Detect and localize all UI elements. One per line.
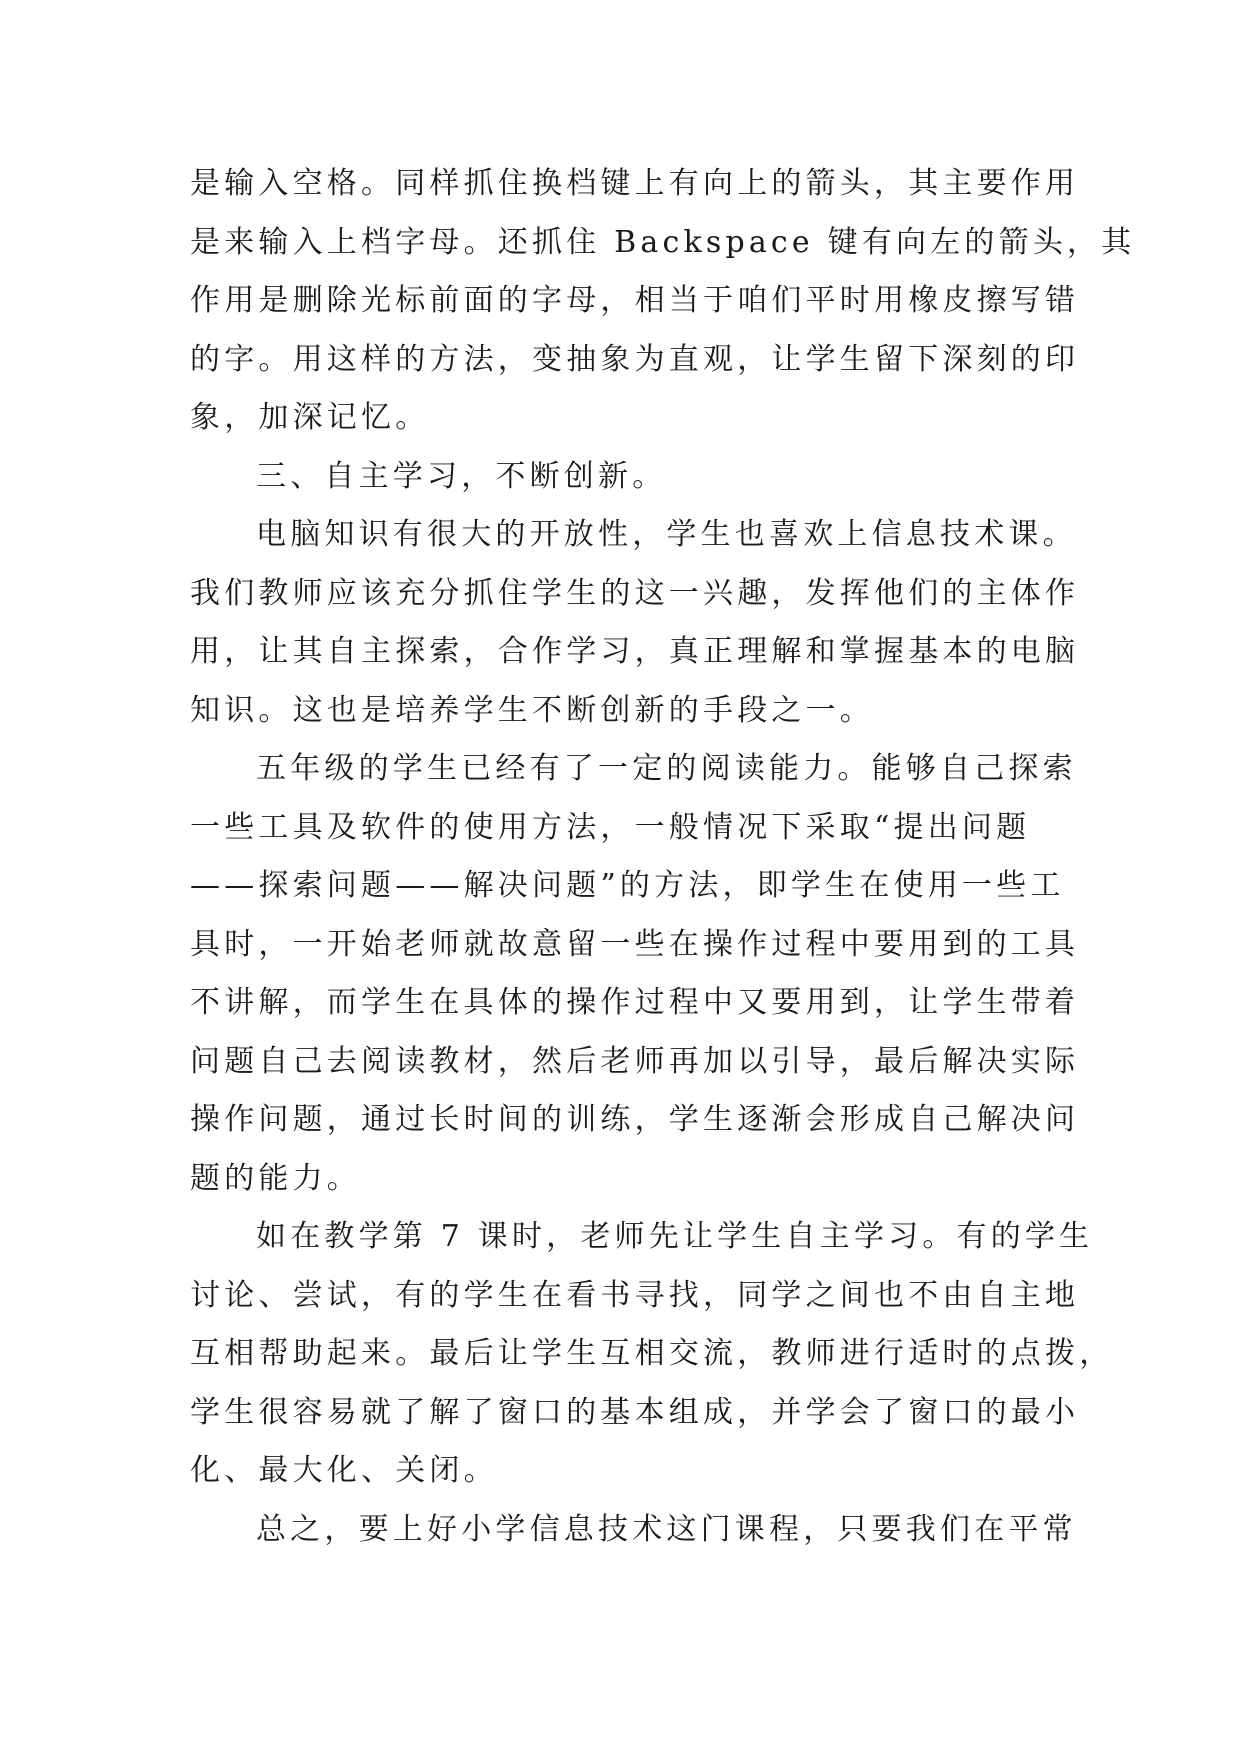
- text-line: 电脑知识有很大的开放性，学生也喜欢上信息技术课。: [256, 517, 1077, 552]
- text-line: 象，加深记忆。: [190, 400, 430, 435]
- text-line: 互相帮助起来。最后让学生互相交流，教师进行适时的点拨，: [190, 1336, 1114, 1371]
- text-line: 化、最大化、关闭。: [190, 1453, 498, 1488]
- text-line: 我们教师应该充分抓住学生的这一兴趣，发挥他们的主体作: [190, 575, 1080, 611]
- text-line: 知识。这也是培养学生不断创新的手段之一。: [190, 692, 874, 728]
- text-line: 问题自己去阅读教材，然后老师再加以引导，最后解决实际: [190, 1043, 1080, 1079]
- text-line: 的字。用这样的方法，变抽象为直观，让学生留下深刻的印: [190, 341, 1080, 377]
- text-line: 具时，一开始老师就故意留一些在操作过程中要用到的工具: [190, 926, 1080, 962]
- text-line: 一些工具及软件的使用方法，一般情况下采取“提出问题: [190, 809, 1031, 845]
- document-body: [190, 155, 1136, 1559]
- section-heading: 三、自主学习，不断创新。: [256, 458, 667, 494]
- text-line: 是输入空格。同样抓住换档键上有向上的箭头，其主要作用: [190, 166, 1080, 201]
- text-line: 学生很容易就了解了窗口的基本组成，并学会了窗口的最小: [190, 1394, 1080, 1430]
- text-line: 作用是删除光标前面的字母，相当于咱们平时用橡皮擦写错: [190, 283, 1080, 318]
- text-line: 如在教学第 7 课时，老师先让学生自主学习。有的学生: [256, 1219, 1094, 1254]
- text-line: 题的能力。: [190, 1160, 361, 1196]
- text-line: 操作问题，通过长时间的训练，学生逐渐会形成自己解决问: [190, 1102, 1080, 1137]
- text-line: 五年级的学生已经有了一定的阅读能力。能够自己探索: [256, 751, 1077, 786]
- text-line: ——探索问题——解决问题”的方法，即学生在使用一些工: [190, 868, 1065, 903]
- text-line: 总之，要上好小学信息技术这门课程，只要我们在平常: [256, 1511, 1077, 1547]
- text-line: 不讲解，而学生在具体的操作过程中又要用到，让学生带着: [190, 985, 1080, 1020]
- text-line: 用，让其自主探索，合作学习，真正理解和掌握基本的电脑: [190, 634, 1080, 669]
- text-line: 是来输入上档字母。还抓住 Backspace 键有向左的箭头，其: [190, 224, 1136, 260]
- text-line: 讨论、尝试，有的学生在看书寻找，同学之间也不由自主地: [190, 1277, 1080, 1313]
